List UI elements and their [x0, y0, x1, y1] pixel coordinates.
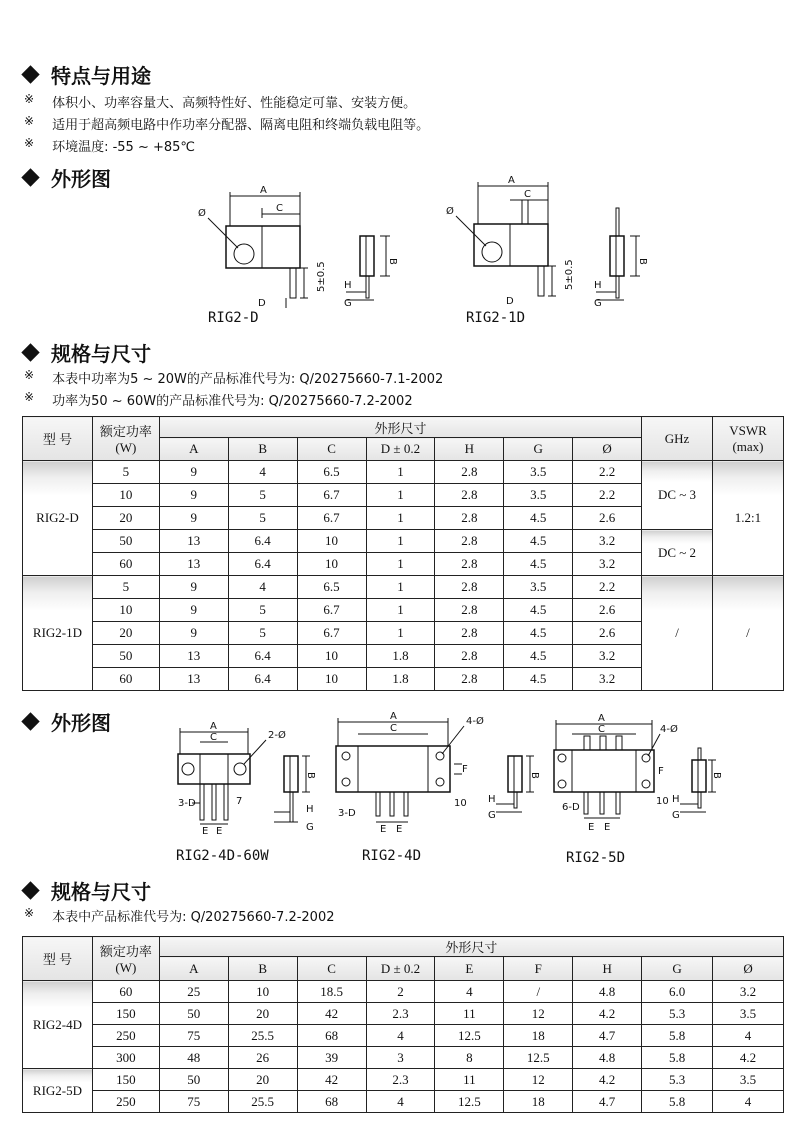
model-cell: RIG2-1D	[23, 576, 93, 691]
col-header: G	[642, 957, 713, 981]
svg-text:5±0.5: 5±0.5	[564, 259, 575, 290]
table-row: 60 13 6.4 10 1.8 2.8 4.5 3.2	[23, 668, 784, 691]
table-row: RIG2-4D 60 25 10 18.5 2 4 / 4.8 6.0 3.2	[23, 981, 784, 1003]
svg-text:A: A	[260, 185, 267, 196]
table-row: RIG2-D 5 9 4 6.5 1 2.8 3.5 2.2 DC ~ 3 1.2:1	[23, 461, 784, 484]
table-row: RIG2-1D 5 9 4 6.5 1 2.8 3.5 2.2 / /	[23, 576, 784, 599]
svg-text:RIG2-D: RIG2-D	[208, 310, 259, 326]
col-header: D ± 0.2	[366, 957, 435, 981]
svg-text:RIG2-4D: RIG2-4D	[362, 848, 422, 864]
svg-text:H: H	[344, 280, 352, 291]
header-dims: 外形尺寸	[159, 937, 783, 957]
table-row: 250 75 25.5 68 4 12.5 18 4.7 5.8 4	[23, 1091, 784, 1113]
svg-text:C: C	[598, 724, 605, 735]
header-dims: 外形尺寸	[159, 417, 641, 438]
svg-text:H: H	[306, 804, 314, 815]
ghz-cell: /	[642, 576, 713, 691]
svg-text:4-Ø: 4-Ø	[466, 716, 484, 727]
diamond-bullet-icon	[21, 712, 39, 730]
col-header: G	[504, 438, 573, 461]
svg-text:E: E	[588, 822, 595, 833]
svg-text:C: C	[276, 203, 283, 214]
col-header: C	[297, 957, 366, 981]
table-row: RIG2-5D 150 50 20 42 2.3 11 12 4.2 5.3 3.5	[23, 1069, 784, 1091]
model-cell: RIG2-4D	[23, 981, 93, 1069]
outline-drawing-rig2-4d	[170, 712, 730, 867]
rig2-d-front-view	[198, 185, 327, 326]
rig2-4d-60w-side-view	[274, 756, 316, 833]
diamond-bullet-icon	[21, 168, 39, 186]
col-header: A	[159, 438, 228, 461]
svg-text:10: 10	[656, 796, 669, 807]
vswr-cell: 1.2:1	[712, 461, 783, 576]
table-row: 10 9 5 6.7 1 2.8 4.5 2.6	[23, 599, 784, 622]
spec-heading-2: 规格与尺寸	[22, 876, 151, 905]
svg-text:B: B	[529, 772, 540, 779]
spec-note: ※ 本表中产品标准代号为: Q/20275660-7.2-2002	[24, 906, 335, 925]
svg-text:G: G	[672, 810, 680, 821]
outline-heading: 外形图	[22, 163, 111, 192]
col-header: Ø	[573, 438, 642, 461]
features-heading: 特点与用途	[22, 60, 151, 89]
svg-text:B: B	[637, 258, 648, 265]
svg-text:A: A	[508, 175, 515, 186]
outline-heading-2: 外形图	[22, 707, 111, 736]
table-row: 20 9 5 6.7 1 2.8 4.5 2.6	[23, 622, 784, 645]
svg-text:C: C	[210, 732, 217, 743]
svg-text:B: B	[711, 772, 722, 779]
svg-text:G: G	[488, 810, 496, 821]
col-header: B	[228, 957, 297, 981]
header-ghz: GHz	[642, 417, 713, 461]
svg-text:G: G	[594, 298, 602, 309]
table-row: 20 9 5 6.7 1 2.8 4.5 2.6	[23, 507, 784, 530]
header-power: 额定功率 (W)	[92, 417, 159, 461]
spec-note: ※ 本表中功率为5 ~ 20W的产品标准代号为: Q/20275660-7.1-2002	[24, 368, 444, 387]
svg-text:10: 10	[454, 798, 467, 809]
svg-text:3-D: 3-D	[178, 798, 196, 809]
svg-text:D: D	[258, 298, 266, 309]
spec-table-2	[22, 936, 784, 1113]
svg-text:Ø: Ø	[198, 208, 206, 219]
svg-text:B: B	[305, 772, 316, 779]
svg-text:E: E	[396, 824, 403, 835]
svg-text:B: B	[387, 258, 398, 265]
col-header: H	[573, 957, 642, 981]
col-header: B	[228, 438, 297, 461]
svg-text:5±0.5: 5±0.5	[316, 261, 327, 292]
feature-line: ※ 环境温度: -55 ~ +85℃	[24, 136, 195, 155]
rig2-5d-side-view	[672, 748, 722, 821]
col-header: Ø	[713, 957, 784, 981]
rig2-1d-side-view	[594, 208, 648, 309]
header-model: 型 号	[23, 417, 93, 461]
col-header: A	[159, 957, 228, 981]
svg-text:G: G	[344, 298, 352, 309]
feature-line: ※ 体积小、功率容量大、高频特性好、性能稳定可靠、安装方便。	[24, 92, 417, 111]
col-header: F	[504, 957, 573, 981]
svg-text:F: F	[658, 766, 664, 777]
ghz-cell: DC ~ 3	[642, 461, 713, 530]
svg-text:7: 7	[236, 796, 243, 807]
rig2-4d-side-view	[488, 756, 540, 821]
svg-text:H: H	[672, 794, 680, 805]
outline-drawing-rig2d	[190, 175, 648, 328]
header-power: 额定功率 (W)	[92, 937, 159, 981]
header-vswr: VSWR (max)	[712, 417, 783, 461]
svg-text:A: A	[210, 721, 217, 732]
svg-text:D: D	[506, 296, 514, 307]
svg-text:G: G	[306, 822, 314, 833]
model-cell: RIG2-D	[23, 461, 93, 576]
col-header: C	[297, 438, 366, 461]
table-row: 60 13 6.4 10 1 2.8 4.5 3.2	[23, 553, 784, 576]
svg-text:E: E	[216, 826, 223, 837]
header-model: 型 号	[23, 937, 93, 981]
svg-text:A: A	[390, 711, 397, 722]
diamond-bullet-icon	[21, 343, 39, 361]
table-row: 10 9 5 6.7 1 2.8 3.5 2.2	[23, 484, 784, 507]
spec-table-1	[22, 416, 784, 691]
svg-text:3-D: 3-D	[338, 808, 356, 819]
svg-text:6-D: 6-D	[562, 802, 580, 813]
svg-text:RIG2-5D: RIG2-5D	[566, 850, 626, 866]
svg-text:2-Ø: 2-Ø	[268, 730, 286, 741]
col-header: H	[435, 438, 504, 461]
table-row: 300 48 26 39 3 8 12.5 4.8 5.8 4.2	[23, 1047, 784, 1069]
svg-text:A: A	[598, 713, 605, 724]
vswr-cell: /	[712, 576, 783, 691]
rig2-5d-view	[554, 713, 678, 866]
svg-text:H: H	[594, 280, 602, 291]
diamond-bullet-icon	[21, 65, 39, 83]
spec-heading-1: 规格与尺寸	[22, 338, 151, 367]
table-row: 50 13 6.4 10 1 2.8 4.5 3.2 DC ~ 2	[23, 530, 784, 553]
svg-text:4-Ø: 4-Ø	[660, 724, 678, 735]
rig2-4d-view	[336, 711, 484, 864]
col-header: D ± 0.2	[366, 438, 435, 461]
svg-text:E: E	[202, 826, 209, 837]
feature-line: ※ 适用于超高频电路中作功率分配器、隔离电阻和终端负载电阻等。	[24, 114, 430, 133]
table-row: 250 75 25.5 68 4 12.5 18 4.7 5.8 4	[23, 1025, 784, 1047]
svg-text:F: F	[462, 764, 468, 775]
svg-text:H: H	[488, 794, 496, 805]
svg-text:RIG2-4D-60W: RIG2-4D-60W	[176, 848, 269, 864]
model-cell: RIG2-5D	[23, 1069, 93, 1113]
svg-text:RIG2-1D: RIG2-1D	[466, 310, 526, 326]
table-row: 50 13 6.4 10 1.8 2.8 4.5 3.2	[23, 645, 784, 668]
svg-text:C: C	[524, 189, 531, 200]
spec-note: ※ 功率为50 ~ 60W的产品标准代号为: Q/20275660-7.2-2002	[24, 390, 413, 409]
diamond-bullet-icon	[21, 881, 39, 899]
svg-text:E: E	[604, 822, 611, 833]
svg-text:C: C	[390, 723, 397, 734]
table-row: 150 50 20 42 2.3 11 12 4.2 5.3 3.5	[23, 1003, 784, 1025]
ghz-cell: DC ~ 2	[642, 530, 713, 576]
svg-text:Ø: Ø	[446, 206, 454, 217]
rig2-4d-60w-view	[176, 721, 286, 864]
rig2-1d-front-view	[446, 175, 575, 326]
col-header: E	[435, 957, 504, 981]
rig2-d-side-view	[344, 236, 398, 309]
svg-text:E: E	[380, 824, 387, 835]
